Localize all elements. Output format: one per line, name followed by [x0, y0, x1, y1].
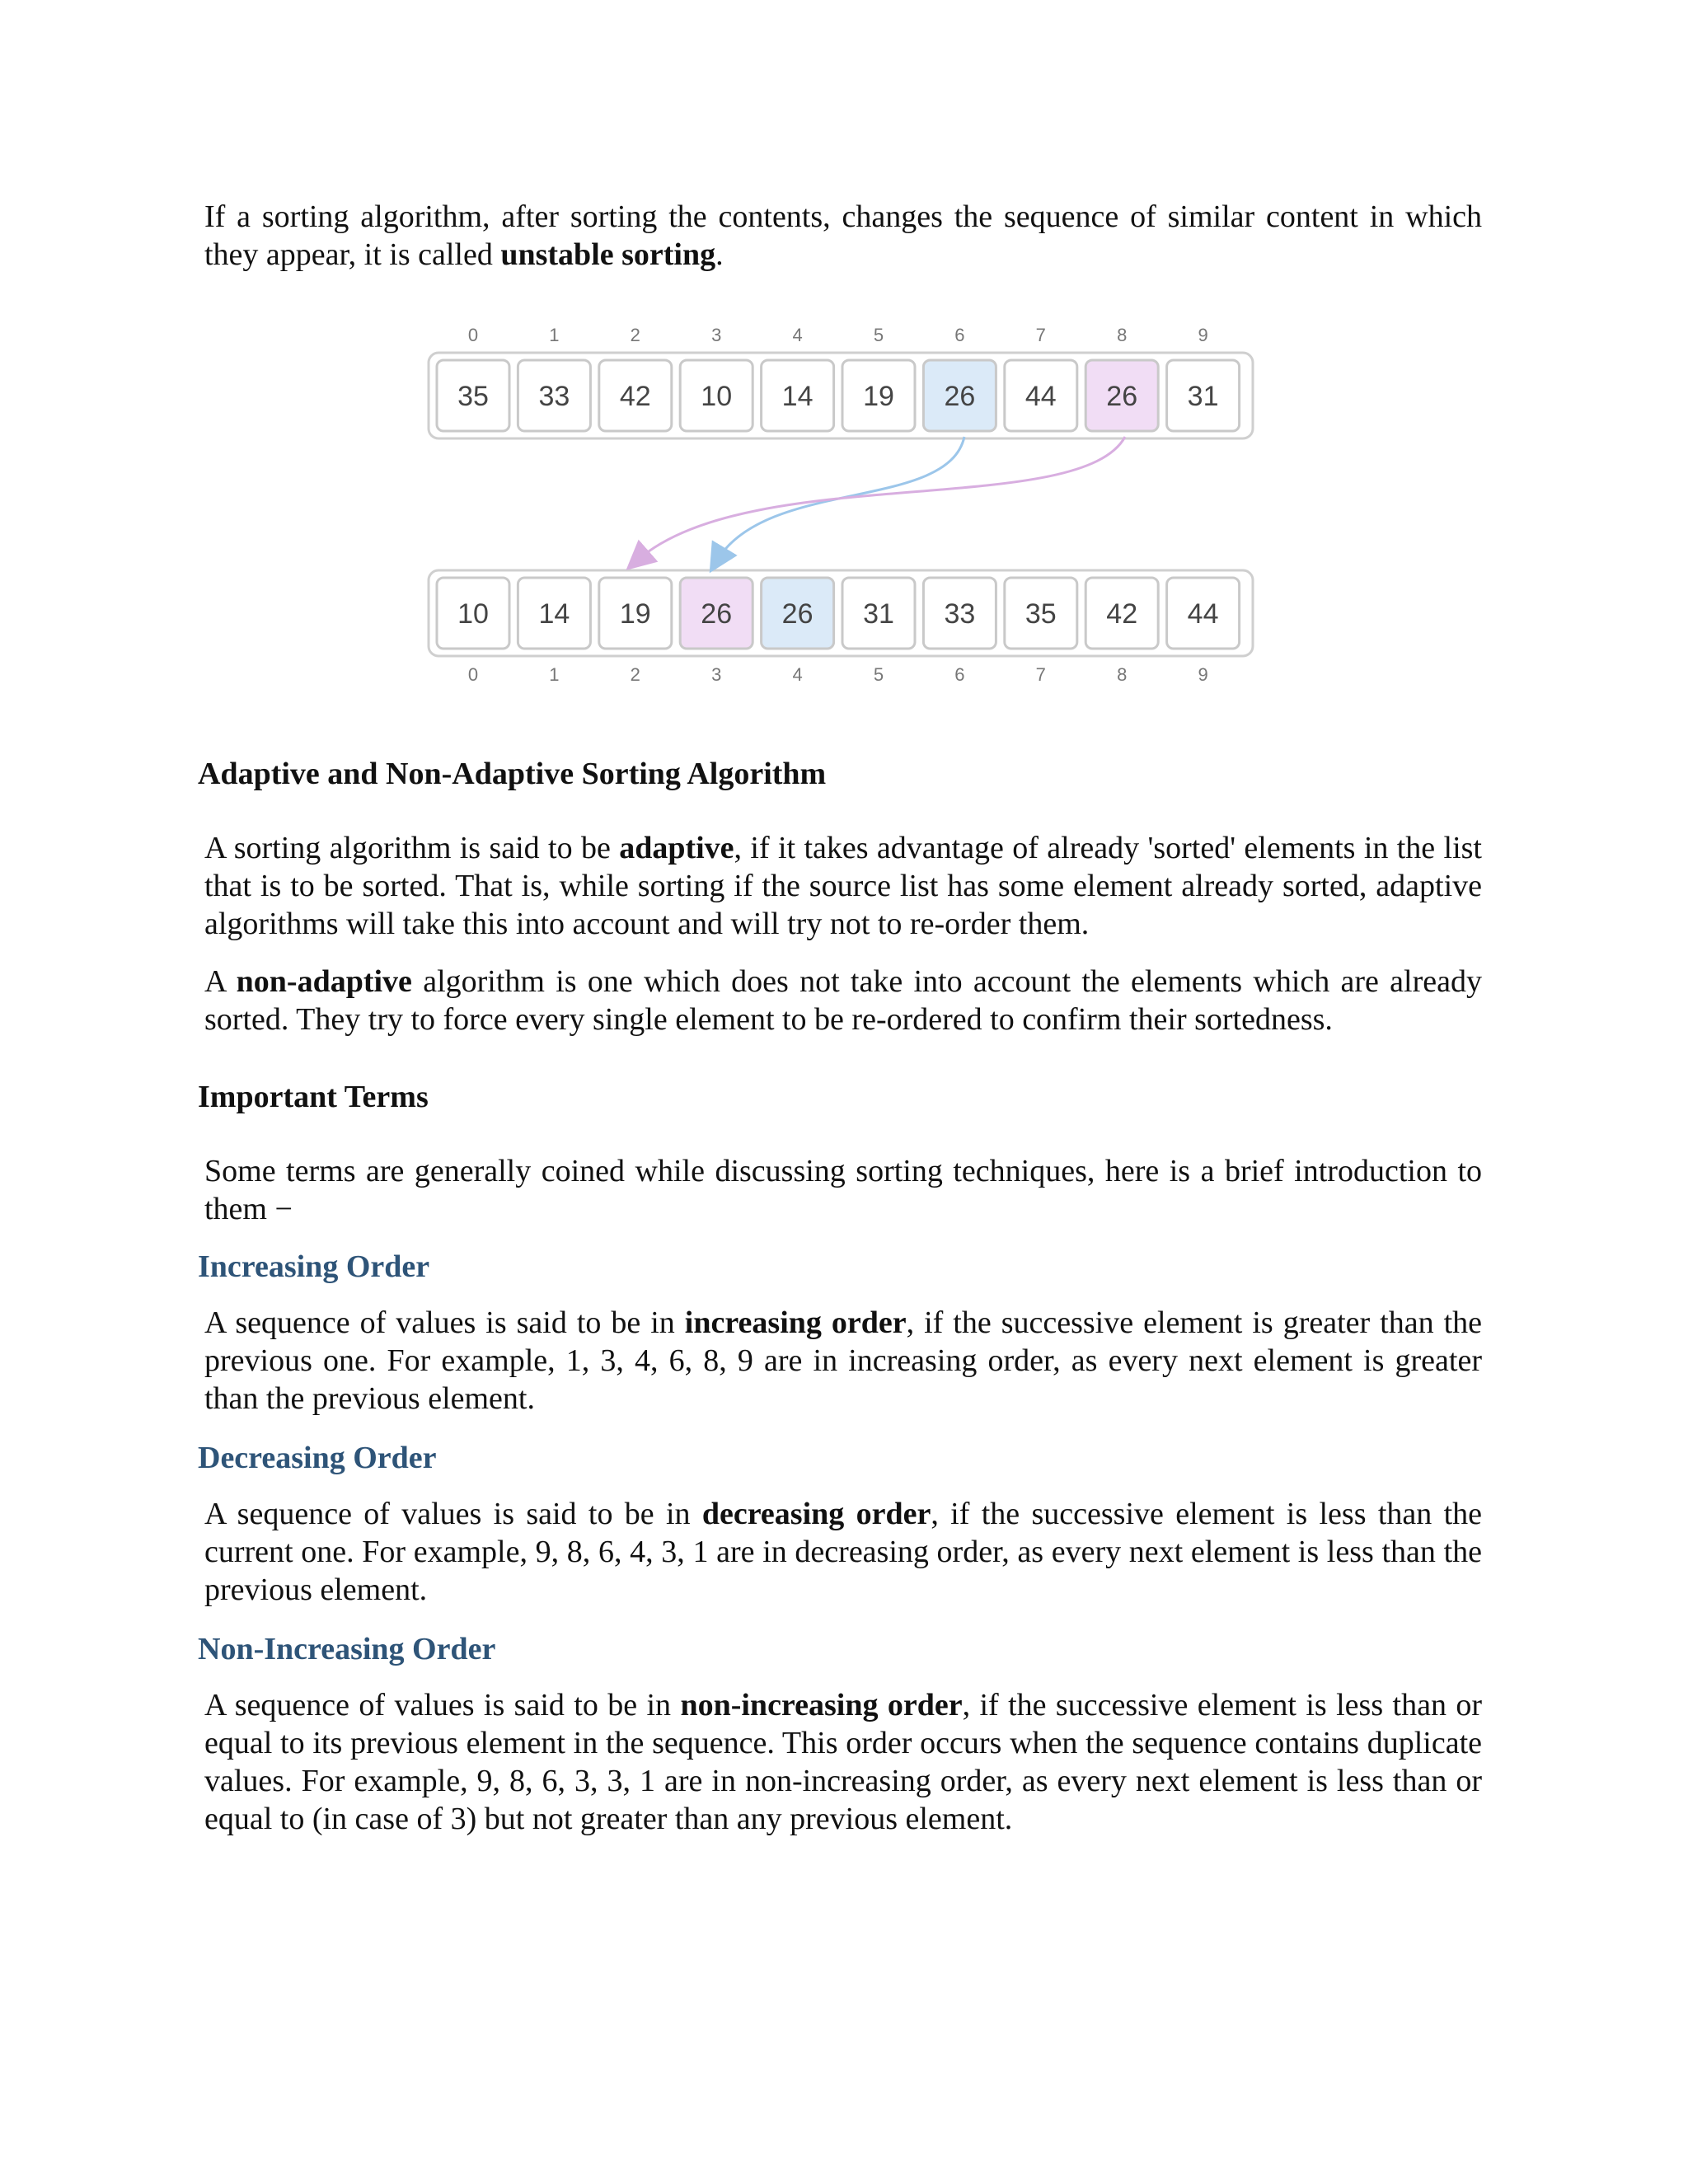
non-increasing-paragraph	[204, 1686, 1482, 1838]
increasing-paragraph-block	[204, 1304, 1482, 1418]
bottom-array-cell-value: 10	[457, 598, 489, 630]
bottom-array-index-label: 6	[954, 664, 965, 685]
adaptive-paragraph-block	[204, 829, 1482, 943]
top-array-index-label: 6	[954, 325, 965, 345]
bottom-array-cell-value: 44	[1187, 598, 1219, 630]
intro-text-end: .	[715, 237, 724, 272]
top-array-index-label: 4	[792, 325, 803, 345]
bottom-array-index-label: 3	[711, 664, 722, 685]
non-adaptive-paragraph-block	[204, 963, 1482, 1038]
bottom-array-cell-value: 26	[781, 598, 814, 630]
intro-text: If a sorting algorithm, after sorting the contents, changes the sequence of similar content in which they appear, it is called	[204, 199, 1482, 272]
adaptive-heading: Adaptive and Non-Adaptive Sorting Algorithm	[198, 757, 827, 791]
top-array-index-label: 3	[711, 325, 722, 345]
bottom-array-row	[437, 578, 1240, 685]
bottom-array-index-label: 5	[873, 664, 884, 685]
bottom-array-index-label: 1	[549, 664, 560, 685]
bottom-array-index-label: 7	[1035, 664, 1046, 685]
top-array-index-label: 7	[1035, 325, 1046, 345]
bottom-array-index-label: 0	[467, 664, 479, 685]
bottom-array-cell-value: 42	[1106, 598, 1138, 630]
bottom-array-cell-value: 19	[619, 598, 651, 630]
increasing-text: A sequence of values is said to be in	[204, 1305, 685, 1340]
top-array-index-label: 9	[1198, 325, 1208, 345]
increasing-text-end: , if the successive element is greater than the previous one. For example, 1, 3, 4, 6, 8, 9 are in increasing order, as every next element is greater than the previous element.	[204, 1305, 1482, 1416]
adaptive-term: adaptive	[619, 831, 734, 865]
non-increasing-order-heading: Non-Increasing Order	[198, 1632, 496, 1666]
adaptive-text: A sorting algorithm is said to be	[204, 831, 620, 865]
top-array-index-label: 8	[1117, 325, 1128, 345]
non-adaptive-text: A	[204, 964, 237, 999]
intro-paragraph-block	[204, 198, 1482, 274]
top-array-cell-value: 42	[619, 381, 651, 412]
adaptive-text-end: , if it takes advantage of already 'sorted' elements in the list that is to be sorted. That is, while sorting if the source list has some element already sorted, adaptive algorithms will take this into account and will try not to re-order them.	[204, 831, 1482, 941]
intro-paragraph	[204, 198, 1482, 274]
top-array-cell-value: 19	[863, 381, 894, 412]
non-increasing-term: non-increasing order	[680, 1688, 963, 1722]
non-adaptive-term: non-adaptive	[236, 964, 412, 999]
bottom-array-index-label: 9	[1198, 664, 1208, 685]
top-array-index-label: 5	[873, 325, 884, 345]
top-array-cell-value: 33	[538, 381, 570, 412]
non-increasing-paragraph-block	[204, 1686, 1482, 1838]
top-array-cell-value: 26	[1106, 381, 1138, 412]
adaptive-paragraph	[204, 829, 1482, 943]
bottom-array-cell-value: 31	[863, 598, 894, 630]
decreasing-term: decreasing order	[701, 1497, 931, 1531]
important-terms-heading: Important Terms	[198, 1080, 429, 1114]
top-array-index-label: 0	[467, 325, 479, 345]
terms-intro-paragraph: Some terms are generally coined while discussing sorting techniques, here is a brief introduction to them −	[204, 1154, 1482, 1226]
top-array-row	[437, 325, 1240, 431]
bottom-array-index-label: 2	[630, 664, 640, 685]
unstable-sort-diagram	[420, 313, 1278, 692]
bottom-array-index-label: 4	[792, 664, 803, 685]
bottom-array-index-label: 8	[1117, 664, 1128, 685]
pink-move-arrow	[637, 437, 1125, 560]
top-array-cell-value: 10	[701, 381, 733, 412]
top-array-cell-value: 14	[781, 381, 814, 412]
decreasing-text: A sequence of values is said to be in	[204, 1497, 702, 1531]
non-adaptive-text-end: algorithm is one which does not take into account the elements which are already sorted. They try to force every single element to be re-ordered to confirm their sortedness.	[204, 964, 1482, 1037]
terms-intro-block	[204, 1152, 1482, 1228]
decreasing-paragraph-block	[204, 1495, 1482, 1609]
decreasing-order-heading: Decreasing Order	[198, 1441, 437, 1475]
non-increasing-text-end: , if the successive element is less than or equal to its previous element in the sequence. This order occurs when the sequence contains duplicate values. For example, 9, 8, 6, 3, 3, 1 are in non-increasing order, as every next element is less than or equal to (in case of 3) but not greater than any previous element.	[204, 1688, 1482, 1836]
decreasing-paragraph	[204, 1495, 1482, 1609]
decreasing-text-end: , if the successive element is less than the current one. For example, 9, 8, 6, 4, 3, 1 are in decreasing order, as every next element is less than the previous element.	[204, 1497, 1482, 1607]
bottom-array-cell-value: 26	[701, 598, 733, 630]
increasing-order-heading: Increasing Order	[198, 1249, 430, 1284]
non-increasing-text: A sequence of values is said to be in	[204, 1688, 681, 1722]
top-array-index-label: 1	[549, 325, 560, 345]
bottom-array-cell-value: 33	[944, 598, 976, 630]
increasing-term: increasing order	[684, 1305, 907, 1340]
top-array-cell-value: 26	[944, 381, 976, 412]
bottom-array-cell-value: 35	[1025, 598, 1057, 630]
top-array-index-label: 2	[630, 325, 640, 345]
top-array-cell-value: 35	[457, 381, 489, 412]
non-adaptive-paragraph	[204, 963, 1482, 1038]
increasing-paragraph	[204, 1304, 1482, 1418]
bottom-array-cell-value: 14	[538, 598, 570, 630]
top-array-cell-value: 31	[1187, 381, 1219, 412]
unstable-sorting-term: unstable sorting	[500, 237, 716, 272]
top-array-cell-value: 44	[1025, 381, 1057, 412]
